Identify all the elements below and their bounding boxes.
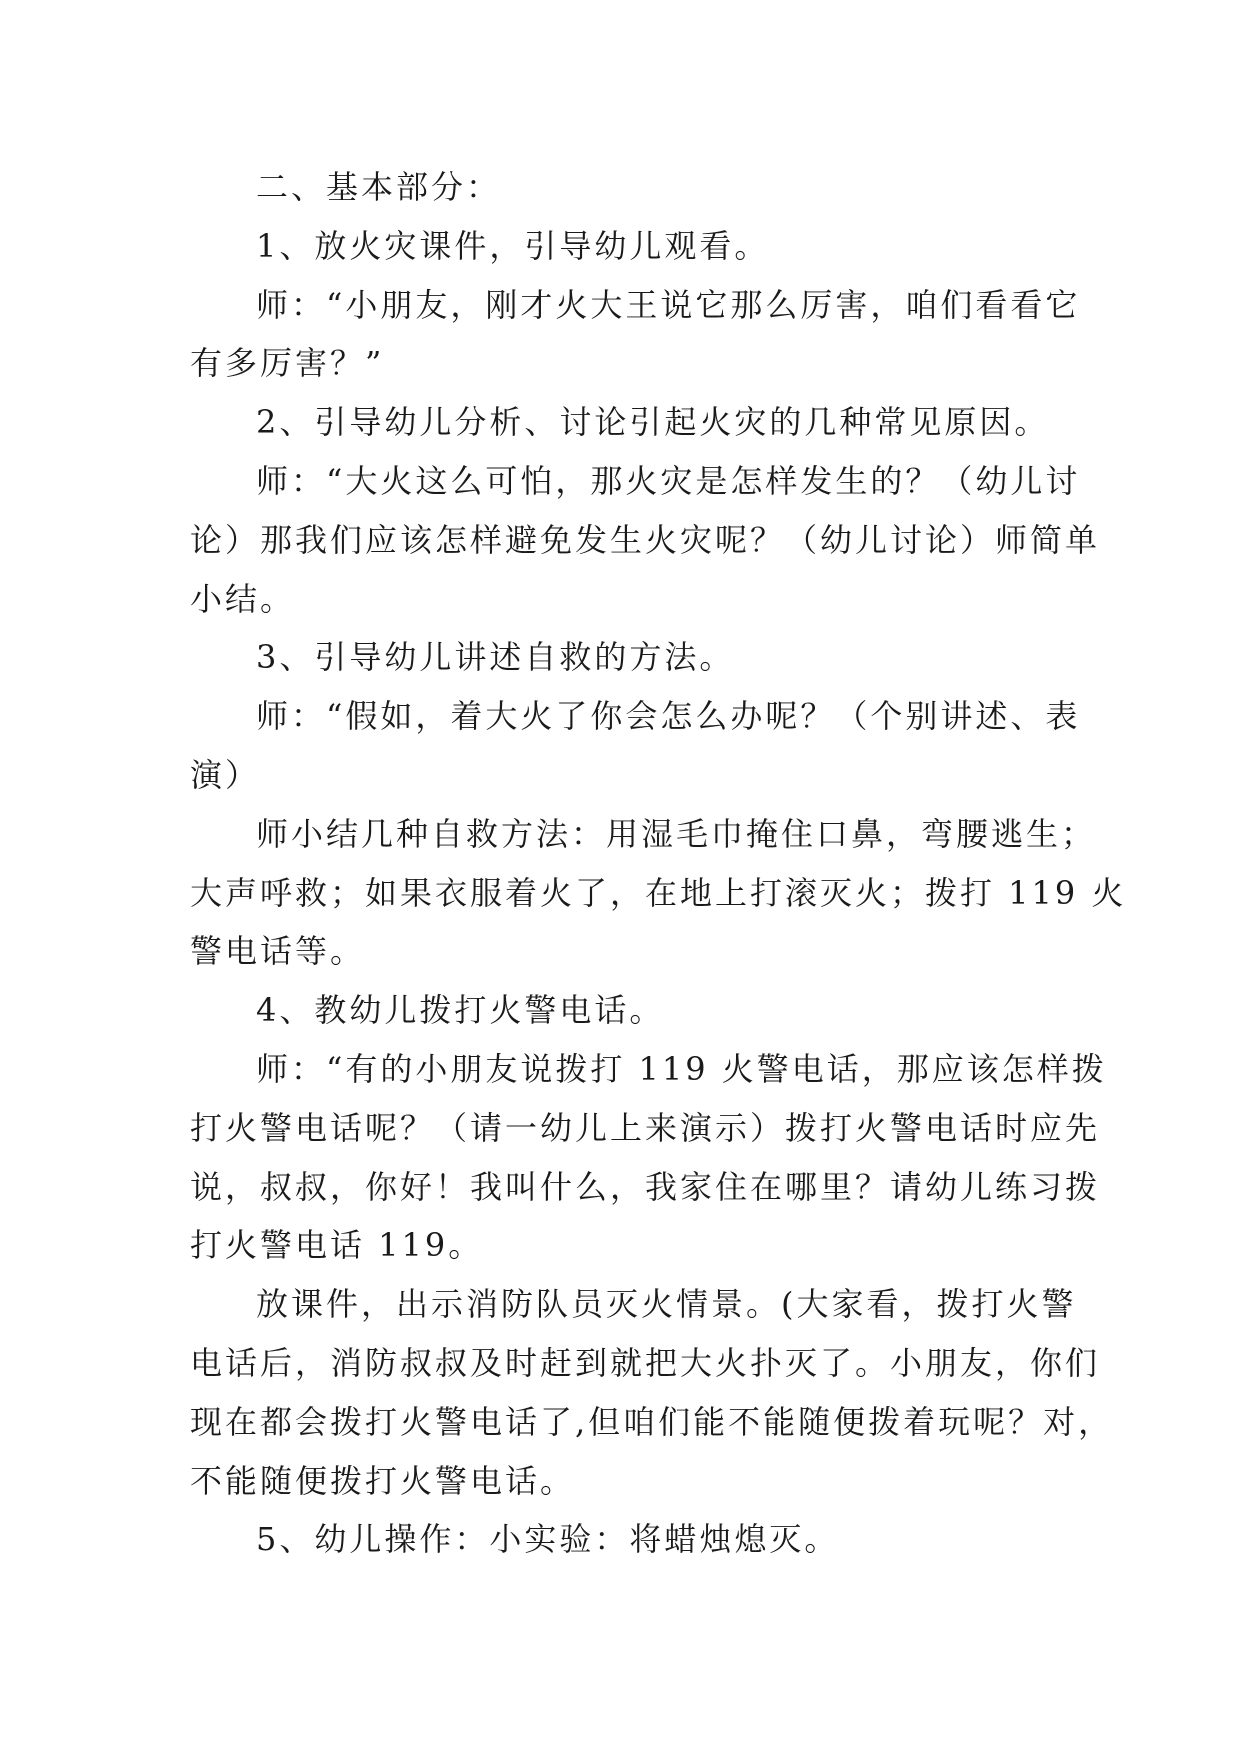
paragraph-line: 5、幼儿操作：小实验：将蜡烛熄灭。 bbox=[256, 1520, 840, 1559]
paragraph-step-3 bbox=[190, 628, 1050, 687]
paragraph-line: 放课件，出示消防队员灭火情景。(大家看，拨打火警 bbox=[256, 1285, 1077, 1324]
paragraph-line: 说，叔叔，你好！我叫什么，我家住在哪里？请幼儿练习拨 bbox=[190, 1167, 1101, 1206]
paragraph-line: 打火警电话呢？（请一幼儿上来演示）拨打火警电话时应先 bbox=[190, 1108, 1101, 1147]
paragraph-step-4 bbox=[190, 981, 1050, 1040]
paragraph-line: 大声呼救；如果衣服着火了，在地上打滚灭火；拨打 119 火 bbox=[190, 873, 1127, 912]
document-body bbox=[190, 158, 1127, 1569]
paragraph-line: 小结。 bbox=[190, 579, 296, 618]
paragraph-line: 2、引导幼儿分析、讨论引起火灾的几种常见原因。 bbox=[256, 403, 1050, 442]
paragraph-line: 演） bbox=[190, 755, 261, 794]
paragraph-line: 师：“小朋友，刚才火大王说它那么厉害，咱们看看它 bbox=[256, 285, 1081, 324]
paragraph-line: 电话后，消防叔叔及时赶到就把大火扑灭了。小朋友，你们 bbox=[190, 1343, 1101, 1382]
paragraph-step-5 bbox=[190, 1510, 1050, 1569]
paragraph-self-rescue-summary bbox=[190, 805, 1127, 981]
paragraph-line: 不能随便拨打火警电话。 bbox=[190, 1461, 576, 1500]
paragraph-line: 现在都会拨打火警电话了,但咱们能不能随便拨着玩呢？对， bbox=[190, 1402, 1114, 1441]
paragraph-teacher-quote-4 bbox=[190, 1040, 1107, 1275]
paragraph-line: 3、引导幼儿讲述自救的方法。 bbox=[256, 638, 735, 677]
paragraph-line: 打火警电话 119。 bbox=[190, 1226, 484, 1265]
paragraph-line: 1、放火灾课件，引导幼儿观看。 bbox=[256, 226, 770, 265]
paragraph-teacher-quote-2 bbox=[190, 452, 1101, 628]
paragraph-line: 师：“有的小朋友说拨打 119 火警电话，那应该怎样拨 bbox=[256, 1049, 1107, 1088]
paragraph-teacher-quote-1 bbox=[190, 276, 1081, 394]
paragraph-line: 论）那我们应该怎样避免发生火灾呢？（幼儿讨论）师简单 bbox=[190, 520, 1101, 559]
paragraph-step-1 bbox=[190, 217, 1050, 276]
paragraph-line: 二、基本部分： bbox=[256, 168, 502, 206]
paragraph-line: 有多厉害？” bbox=[190, 344, 385, 383]
paragraph-line: 师小结几种自救方法：用湿毛巾掩住口鼻，弯腰逃生； bbox=[256, 814, 1097, 853]
paragraph-courseware-scene bbox=[190, 1275, 1114, 1510]
paragraph-line: 警电话等。 bbox=[190, 932, 366, 971]
paragraph-step-2 bbox=[190, 393, 1050, 452]
paragraph-line: 师：“假如，着大火了你会怎么办呢？（个别讲述、表 bbox=[256, 697, 1081, 736]
paragraph-section-heading bbox=[190, 158, 1050, 217]
paragraph-teacher-quote-3 bbox=[190, 687, 1081, 805]
paragraph-line: 4、教幼儿拨打火警电话。 bbox=[256, 991, 665, 1030]
paragraph-line: 师：“大火这么可怕，那火灾是怎样发生的？（幼儿讨 bbox=[256, 461, 1081, 500]
